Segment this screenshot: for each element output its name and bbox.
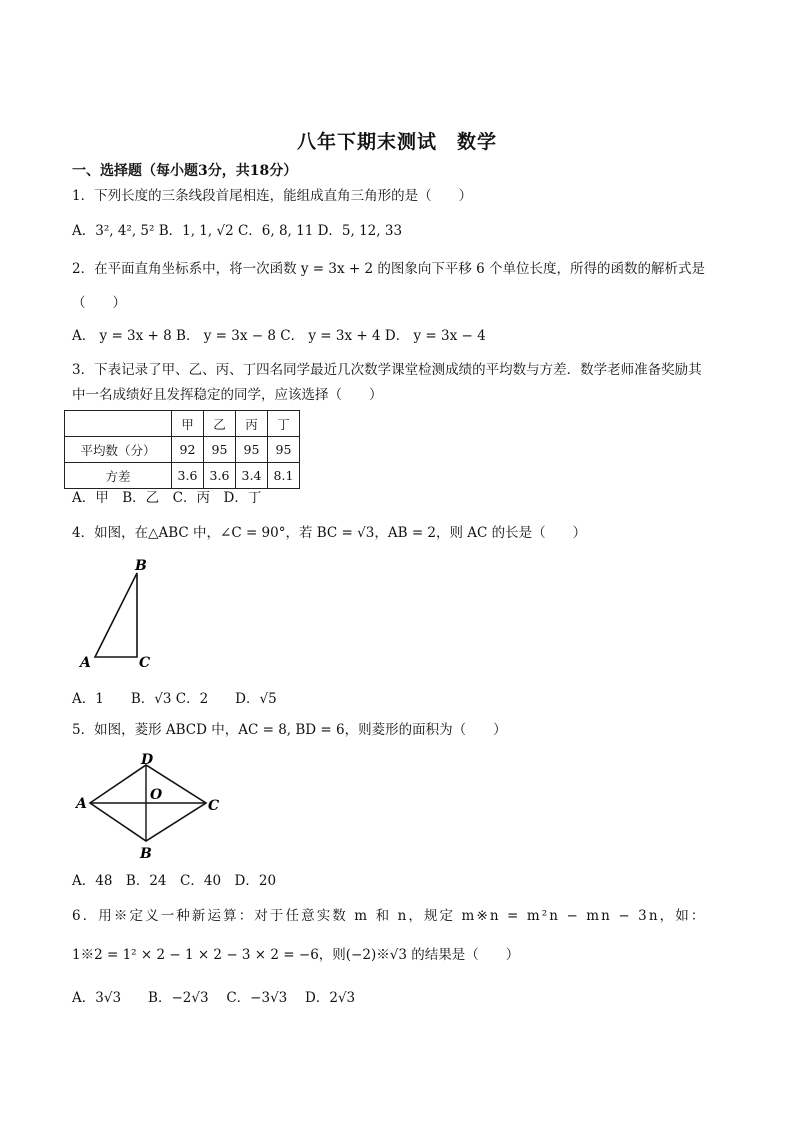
vertex-label-c: C bbox=[139, 655, 151, 671]
question-1-stem: 1．下列长度的三条线段首尾相连，能组成直角三角形的是（ ） bbox=[72, 188, 473, 204]
table-cell: 3.6 bbox=[172, 463, 204, 489]
question-3-options: A．甲 B．乙 C．丙 D．丁 bbox=[72, 490, 262, 506]
page-title: 八年下期末测试 数学 bbox=[296, 131, 497, 153]
vertex-label-d: D bbox=[141, 752, 154, 768]
rhombus-figure bbox=[74, 748, 234, 866]
question-4-options: A．1 B．√3 C．2 D．√5 bbox=[72, 691, 277, 707]
question-3-stem: 3．下表记录了甲、乙、丙、丁四名同学最近几次数学课堂检测成绩的平均数与方差．数学老师准备奖励其 bbox=[72, 362, 702, 378]
table-cell: 95 bbox=[236, 437, 268, 463]
table-cell: 92 bbox=[172, 437, 204, 463]
vertex-label-b: B bbox=[135, 558, 147, 574]
question-6-stem-line2: 1※2 = 1² × 2 − 1 × 2 − 3 × 2 = −6，则(−2)※√3 的结果是（ ） bbox=[72, 947, 520, 963]
table-cell: 丙 bbox=[236, 411, 268, 437]
question-2-stem: 2．在平面直角坐标系中，将一次函数 y = 3x + 2 的图象向下平移 6 个单位长度，所得的函数的解析式是 bbox=[72, 261, 706, 277]
question-4-stem: 4．如图，在△ABC 中，∠C = 90°，若 BC = √3，AB = 2，则 AC 的长是（ ） bbox=[72, 525, 587, 541]
question-2-options: A． y = 3x + 8 B． y = 3x − 8 C． y = 3x + 4 D． y = 3x − 4 bbox=[72, 328, 486, 344]
question-5-stem: 5．如图，菱形 ABCD 中，AC = 8, BD = 6，则菱形的面积为（ ） bbox=[72, 722, 507, 738]
table-cell: 95 bbox=[204, 437, 236, 463]
table-cell: 方差 bbox=[65, 463, 172, 489]
triangle-abc bbox=[95, 573, 137, 657]
question-1-options: A．3², 4², 5² B．1, 1, √2 C．6, 8, 11 D．5, 12, 33 bbox=[72, 223, 403, 239]
table-cell: 乙 bbox=[204, 411, 236, 437]
vertex-label-a: A bbox=[80, 655, 91, 671]
table-cell: 3.4 bbox=[236, 463, 268, 489]
question-3-stem-line2: 中一名成绩好且发挥稳定的同学，应该选择（ ） bbox=[72, 387, 383, 403]
vertex-label-c: C bbox=[208, 798, 220, 814]
table-cell: 8.1 bbox=[268, 463, 300, 489]
table-row bbox=[65, 463, 300, 489]
vertex-label-a: A bbox=[76, 796, 87, 812]
section-heading: 一、选择题（每小题3分，共18分） bbox=[72, 163, 298, 179]
vertex-label-b: B bbox=[140, 846, 152, 862]
scores-table bbox=[64, 410, 300, 489]
table-cell bbox=[65, 411, 172, 437]
center-label-o: O bbox=[150, 787, 163, 803]
table-cell: 3.6 bbox=[204, 463, 236, 489]
question-5-options: A．48 B．24 C．40 D．20 bbox=[72, 873, 277, 889]
table-cell: 平均数（分） bbox=[65, 437, 172, 463]
question-2-stem-line2: （ ） bbox=[72, 295, 126, 311]
table-row bbox=[65, 437, 300, 463]
table-cell: 丁 bbox=[268, 411, 300, 437]
table-cell: 甲 bbox=[172, 411, 204, 437]
table-cell: 95 bbox=[268, 437, 300, 463]
question-6-stem: 6．用※定义一种新运算：对于任意实数 m 和 n，规定 m※n = m²n − mn − 3n，如： bbox=[72, 908, 707, 924]
triangle-figure bbox=[70, 556, 180, 674]
table-header-row bbox=[65, 411, 300, 437]
question-6-options: A．3√3 B．−2√3 C．−3√3 D．2√3 bbox=[72, 990, 356, 1006]
